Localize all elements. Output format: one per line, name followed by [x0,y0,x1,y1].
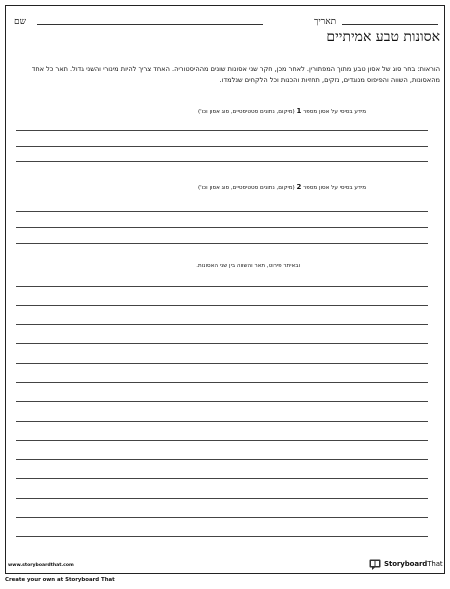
prompt-disaster-1: מידע בסיסי על אסון מספר 1 (מיקום, נתונים סטטיסטיים, סוג אסון וכו') [197,107,366,115]
date-label: תאריך [314,17,337,27]
writing-line[interactable] [16,211,428,212]
writing-line[interactable] [16,243,428,244]
storyboardthat-logo[interactable] [369,558,443,570]
writing-line[interactable] [16,130,428,131]
writing-line[interactable] [16,286,428,287]
instructions-text: הוראות: בחר סוג של אסון טבע מתוך המפתורין. לאחר מכן, חקר שני אסונות שונים מההיסטוריה. האחד צריך להיות מינורי והשני גדול. תאר כל אחד מהאסונות, השווה והפיפוס מנוגדים, נזקים, תחזיות והכנות וכל הלקחים שנלמדו. [31,65,440,84]
prompt-compare: ובאיתר פירוט, תאר והשווה בין שני האסונות. [196,263,300,269]
writing-line[interactable] [16,343,428,344]
footer-url[interactable]: www.storyboardthat.com [8,563,74,568]
writing-line[interactable] [16,498,428,499]
writing-line[interactable] [16,161,428,162]
name-label: שם [14,17,26,27]
logo-text: StoryboardThat [384,560,443,568]
writing-line[interactable] [16,421,428,422]
storyboard-logo-icon [369,559,381,570]
page-title: אסונות טבע אמיתיים [326,29,440,45]
create-your-own-caption[interactable]: Create your own at Storyboard That [5,577,115,583]
writing-line[interactable] [16,401,428,402]
writing-line[interactable] [16,478,428,479]
writing-line[interactable] [16,324,428,325]
writing-line[interactable] [16,227,428,228]
writing-line[interactable] [16,459,428,460]
writing-line[interactable] [16,363,428,364]
date-line[interactable] [342,24,438,25]
writing-line[interactable] [16,305,428,306]
writing-line[interactable] [16,382,428,383]
writing-line[interactable] [16,146,428,147]
writing-line[interactable] [16,440,428,441]
worksheet-page [5,5,445,574]
writing-line[interactable] [16,536,428,537]
writing-line[interactable] [16,517,428,518]
name-line[interactable] [37,24,263,25]
prompt-disaster-2: מידע בסיסי על אסון מספר 2 (מיקום, נתונים סטטיסטיים, סוג אסון וכו') [197,183,366,191]
